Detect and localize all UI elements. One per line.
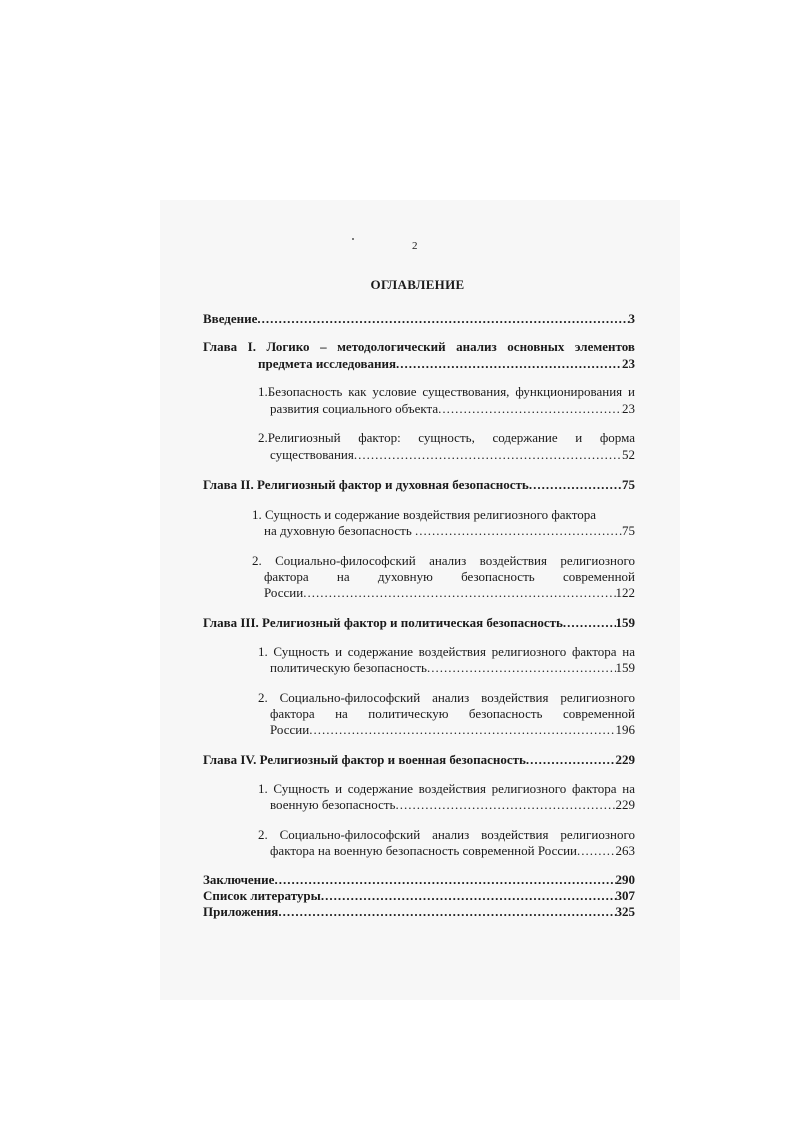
section-word: как [348, 384, 367, 399]
section-word: религиозного [560, 553, 635, 568]
toc-entry-page: 159 [615, 615, 635, 630]
section-word: и [628, 384, 635, 399]
toc-entry-label: России [270, 722, 310, 737]
section-word: фактор: [358, 430, 401, 445]
toc-section-4-1-line2[interactable] [270, 797, 635, 813]
toc-entry-appendices[interactable] [203, 904, 635, 920]
heading-word: методологический [337, 339, 446, 354]
section-word: воздействия [418, 644, 486, 659]
section-word: фактора [270, 706, 315, 721]
toc-entry-label: Глава IV. Религиозный фактор и военная безопасность [203, 752, 526, 767]
section-word: фактора [571, 644, 617, 659]
section-word: духовную [377, 569, 433, 584]
dot-leader [274, 872, 615, 888]
dot-leader [278, 904, 615, 920]
section-word: Сущность [273, 781, 330, 796]
section-word: 1.Безопасность [258, 384, 343, 399]
section-word: Сущность [273, 644, 330, 659]
section-word: религиозного [491, 644, 567, 659]
section-word: 2. [252, 553, 262, 568]
toc-entry-references[interactable] [203, 888, 635, 904]
toc-entry-label: Введение [203, 311, 258, 326]
toc-entry-label: предмета исследования [258, 356, 397, 371]
heading-word: основных [507, 339, 565, 354]
dot-leader [529, 477, 622, 493]
dot-leader [396, 356, 622, 372]
heading-word: Логико [266, 339, 310, 354]
section-word: воздействия [481, 827, 549, 842]
toc-entry-label: на духовную безопасность [264, 523, 415, 538]
section-word: религиозного [560, 827, 635, 842]
toc-entry-page: 325 [615, 904, 635, 919]
toc-section-3-2-line2[interactable] [270, 706, 635, 722]
section-word: на [622, 781, 635, 796]
dot-leader [438, 401, 622, 417]
toc-section-1-2-line2[interactable] [270, 447, 635, 463]
toc-entry-label: существования [270, 447, 354, 462]
toc-section-2-2-line1[interactable] [252, 553, 635, 569]
toc-entry-page: 23 [622, 401, 635, 416]
heading-word: I. [247, 339, 256, 354]
section-word: содержание [347, 781, 413, 796]
heading-word: – [320, 339, 327, 354]
toc-section-2-1-line1[interactable] [252, 507, 635, 523]
toc-section-1-1-line2[interactable] [270, 401, 635, 417]
section-word: и [335, 781, 343, 796]
section-word: фактора [571, 781, 617, 796]
dot-leader [577, 843, 615, 859]
section-word: содержание [492, 430, 558, 445]
dot-leader [526, 752, 616, 768]
section-word: Социально-философский [279, 690, 421, 705]
toc-section-1-1-line1[interactable] [258, 384, 635, 400]
toc-entry-label: фактора на военную безопасность современной России [270, 843, 578, 858]
toc-entry-label: России [264, 585, 304, 600]
toc-entry-label: развития социального объекта [270, 401, 439, 416]
toc-section-2-2-line3[interactable] [264, 585, 635, 601]
toc-entry-label: военную безопасность [270, 797, 396, 812]
toc-entry-page: 75 [622, 477, 635, 492]
toc-section-1-2-line1[interactable] [258, 430, 635, 446]
toc-entry-conclusion[interactable] [203, 872, 635, 888]
heading-word: Глава [203, 339, 238, 354]
toc-entry-label: 1. Сущность и содержание воздействия религиозного фактора [252, 507, 596, 522]
section-word: анализ [432, 827, 470, 842]
section-word: 1. [258, 781, 268, 796]
section-word: безопасность [461, 569, 535, 584]
toc-entry-label: Приложения [203, 904, 279, 919]
toc-entry-page: 159 [615, 660, 635, 675]
page-title: ОГЛАВЛЕНИЕ [370, 277, 465, 292]
toc-section-3-2-line1[interactable] [258, 690, 635, 706]
section-word: безопасность [468, 706, 543, 721]
section-word: на [622, 644, 635, 659]
toc-entry-page: 196 [615, 722, 635, 737]
heading-word: элементов [574, 339, 635, 354]
toc-entry-label: Глава II. Религиозный фактор и духовная безопасность [203, 477, 529, 492]
section-word: существования, [422, 384, 510, 399]
toc-entry-label: Глава III. Религиозный фактор и политическая безопасность [203, 615, 563, 630]
section-word: Социально-философский [275, 553, 416, 568]
toc-entry-page: 307 [615, 888, 635, 903]
section-word: политическую [368, 706, 449, 721]
section-word: Социально-философский [279, 827, 421, 842]
dot-leader [427, 660, 616, 676]
toc-section-4-1-line1[interactable] [258, 781, 635, 797]
toc-chapter-4-heading[interactable] [203, 752, 635, 768]
toc-entry-page: 75 [622, 523, 635, 538]
toc-entry-page: 23 [622, 356, 635, 371]
section-word: современной [562, 706, 635, 721]
toc-chapter-2-heading[interactable] [203, 477, 635, 493]
page-number: 2 [412, 240, 418, 252]
toc-entry-page: 3 [628, 311, 635, 326]
toc-entry-page: 122 [615, 585, 635, 600]
toc-chapter-1-heading-cont[interactable] [258, 356, 635, 372]
section-word: на [335, 706, 348, 721]
dot-leader [303, 585, 615, 601]
toc-entry-label: Список литературы [203, 888, 321, 903]
toc-section-3-1-line2[interactable] [270, 660, 635, 676]
section-word: 2.Религиозный [258, 430, 341, 445]
toc-entry-intro[interactable] [203, 311, 635, 327]
section-word: 1. [258, 644, 268, 659]
dot-leader [321, 888, 616, 904]
toc-section-4-2-line1[interactable] [258, 827, 635, 843]
section-word: на [336, 569, 350, 584]
toc-section-3-1-line1[interactable] [258, 644, 635, 660]
toc-entry-label: Заключение [203, 872, 275, 887]
toc-section-2-2-line2[interactable] [264, 569, 635, 585]
section-word: форма [599, 430, 635, 445]
section-word: условие [372, 384, 417, 399]
section-word: сущность, [418, 430, 475, 445]
dot-leader [309, 722, 615, 738]
dot-leader [257, 311, 628, 327]
toc-entry-page: 229 [615, 752, 635, 767]
section-word: содержание [347, 644, 413, 659]
dot-leader [563, 615, 616, 631]
section-word: воздействия [479, 553, 547, 568]
section-word: религиозного [560, 690, 635, 705]
dot-leader [354, 447, 622, 463]
toc-entry-page: 290 [615, 872, 635, 887]
section-word: анализ [429, 553, 467, 568]
section-word: функционирования [515, 384, 623, 399]
toc-entry-page: 263 [615, 843, 635, 858]
section-word: фактора [264, 569, 309, 584]
dot-leader [415, 523, 622, 539]
section-word: воздействия [418, 781, 486, 796]
section-word: воздействия [481, 690, 549, 705]
dot-leader [395, 797, 615, 813]
section-word: религиозного [491, 781, 567, 796]
section-word: и [335, 644, 343, 659]
toc-chapter-3-heading[interactable] [203, 615, 635, 631]
section-word: анализ [432, 690, 470, 705]
heading-word: анализ [456, 339, 497, 354]
section-word: 2. [258, 690, 268, 705]
toc-section-3-2-line3[interactable] [270, 722, 635, 738]
toc-entry-label: политическую безопасность [270, 660, 427, 675]
section-word: 2. [258, 827, 268, 842]
section-word: современной [562, 569, 635, 584]
section-word: и [575, 430, 583, 445]
toc-section-2-1-line2[interactable] [264, 523, 635, 539]
toc-entry-page: 229 [615, 797, 635, 812]
toc-section-4-2-line2[interactable] [270, 843, 635, 859]
toc-chapter-1-heading[interactable] [203, 339, 635, 355]
scan-speck [352, 238, 354, 240]
toc-entry-page: 52 [622, 447, 635, 462]
